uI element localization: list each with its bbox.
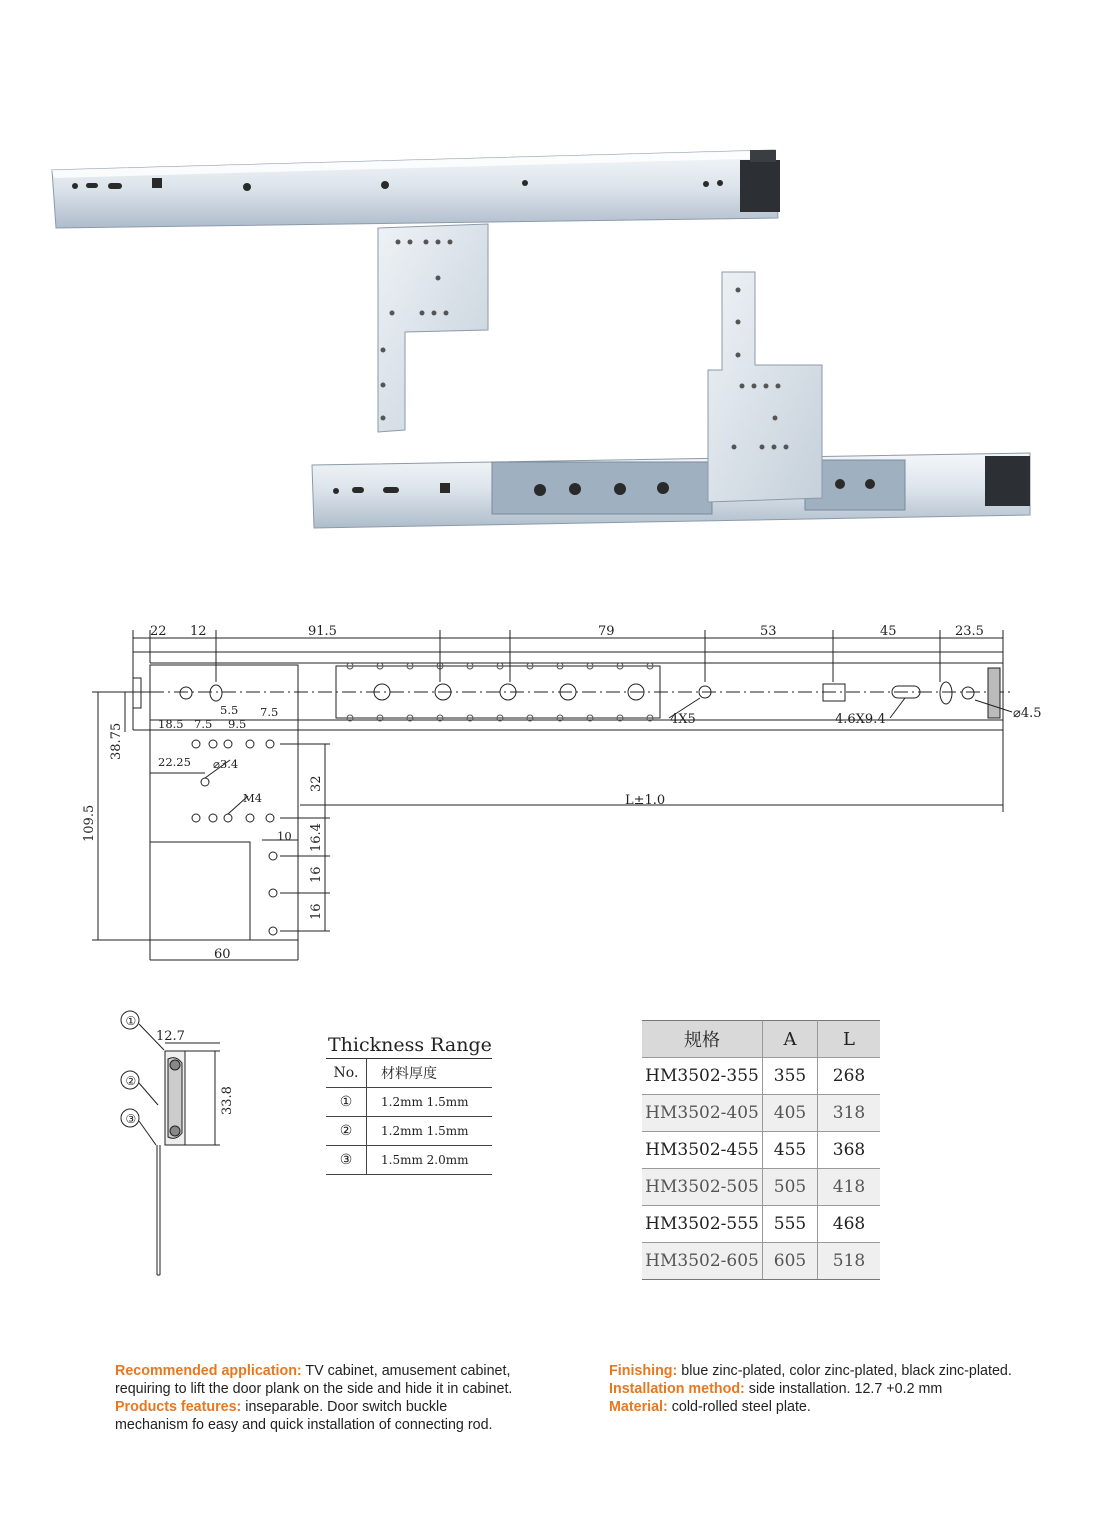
thickness-no: ①	[326, 1088, 367, 1117]
spec-header-model: 规格	[642, 1021, 763, 1058]
section-marker-2: ②	[125, 1074, 137, 1088]
material-text: cold-rolled steel plate.	[667, 1399, 811, 1415]
section-width: 12.7	[156, 1029, 185, 1044]
spec-header-a: A	[763, 1021, 818, 1058]
dim-22-25: 22.25	[158, 755, 191, 769]
thickness-value: 1.5mm 2.0mm	[367, 1146, 493, 1175]
thickness-no: ③	[326, 1146, 367, 1175]
thickness-no: ②	[326, 1117, 367, 1146]
dim-60: 60	[214, 947, 231, 962]
technical-drawing	[0, 560, 1111, 980]
dim-9-5: 9.5	[228, 717, 247, 731]
section-marker-1: ①	[125, 1014, 137, 1028]
application-label: Recommended application:	[115, 1363, 302, 1379]
description-left	[115, 1362, 585, 1434]
spec-l: 368	[818, 1132, 881, 1169]
thickness-range-table	[326, 1034, 492, 1175]
dim-12: 12	[190, 624, 207, 639]
spec-model: HM3502-405	[642, 1095, 763, 1132]
lower-rail	[312, 453, 1030, 528]
dim-32: 32	[309, 775, 324, 792]
hole-4-5: ⌀4.5	[1013, 706, 1042, 721]
spec-a: 405	[763, 1095, 818, 1132]
upper-bracket	[378, 224, 488, 432]
dim-7-5-a: 7.5	[194, 717, 213, 731]
length-dim: L±1.0	[625, 793, 666, 808]
dim-16-b: 16	[309, 903, 324, 920]
dim-10: 10	[277, 829, 292, 843]
table-row	[642, 1095, 880, 1132]
spec-header-l: L	[818, 1021, 881, 1058]
spec-model: HM3502-505	[642, 1169, 763, 1206]
dim-45: 45	[880, 624, 897, 639]
spec-l: 418	[818, 1169, 881, 1206]
thread-m4: M4	[243, 791, 263, 805]
thickness-title: Thickness Range	[326, 1034, 492, 1059]
product-photo	[0, 0, 1111, 560]
application-text-2: requiring to lift the door plank on the side and hide it in cabinet.	[115, 1381, 513, 1397]
hole-3-4: ⌀3.4	[213, 757, 239, 771]
spec-a: 455	[763, 1132, 818, 1169]
thickness-header-material: 材料厚度	[367, 1059, 493, 1088]
spec-model: HM3502-455	[642, 1132, 763, 1169]
dim-7-5-b: 7.5	[260, 705, 279, 719]
spec-a: 555	[763, 1206, 818, 1243]
spec-l: 268	[818, 1058, 881, 1095]
spec-model: HM3502-605	[642, 1243, 763, 1280]
section-marker-3: ③	[125, 1112, 137, 1126]
dim-79: 79	[598, 624, 615, 639]
dim-16-4: 16.4	[309, 823, 324, 852]
spec-l: 518	[818, 1243, 881, 1280]
thickness-header-no: No.	[326, 1059, 367, 1088]
dim-18-5: 18.5	[158, 717, 184, 731]
installation-text: side installation. 12.7 +0.2 mm	[744, 1381, 943, 1397]
installation-label: Installation method:	[609, 1381, 745, 1397]
dim-109-5: 109.5	[82, 804, 97, 842]
spec-l: 468	[818, 1206, 881, 1243]
dim-53: 53	[760, 624, 777, 639]
table-row	[326, 1146, 492, 1175]
table-row	[642, 1243, 880, 1280]
spec-table	[642, 1020, 880, 1280]
dim-23-5: 23.5	[955, 624, 984, 639]
spec-model: HM3502-355	[642, 1058, 763, 1095]
slot-4-6x9-4: 4.6X9.4	[835, 712, 886, 727]
finishing-label: Finishing:	[609, 1363, 678, 1379]
upper-rail	[52, 150, 780, 228]
application-text: TV cabinet, amusement cabinet,	[301, 1363, 511, 1379]
thickness-value: 1.2mm 1.5mm	[367, 1088, 493, 1117]
finishing-text: blue zinc-plated, color zinc-plated, black zinc-plated.	[677, 1363, 1012, 1379]
spec-model: HM3502-555	[642, 1206, 763, 1243]
section-height: 33.8	[220, 1086, 235, 1115]
features-label: Products features:	[115, 1399, 242, 1415]
spec-a: 505	[763, 1169, 818, 1206]
spec-a: 355	[763, 1058, 818, 1095]
features-text: inseparable. Door switch buckle	[241, 1399, 448, 1415]
lower-bracket	[708, 272, 822, 502]
cross-section	[110, 1005, 240, 1285]
features-text-2: mechanism fo easy and quick installation of connecting rod.	[115, 1417, 493, 1433]
material-label: Material:	[609, 1399, 668, 1415]
dim-22: 22	[150, 624, 167, 639]
spec-l: 318	[818, 1095, 881, 1132]
spec-a: 605	[763, 1243, 818, 1280]
description-right	[609, 1362, 1079, 1416]
table-row	[642, 1058, 880, 1095]
slot-4x5: 4X5	[670, 712, 696, 727]
dim-5-5: 5.5	[220, 703, 239, 717]
thickness-value: 1.2mm 1.5mm	[367, 1117, 493, 1146]
table-row	[326, 1117, 492, 1146]
dim-38-75: 38.75	[109, 722, 124, 760]
dim-91-5: 91.5	[308, 624, 337, 639]
table-row	[326, 1088, 492, 1117]
table-row	[642, 1169, 880, 1206]
table-row	[642, 1206, 880, 1243]
dim-16-a: 16	[309, 866, 324, 883]
table-row	[642, 1132, 880, 1169]
